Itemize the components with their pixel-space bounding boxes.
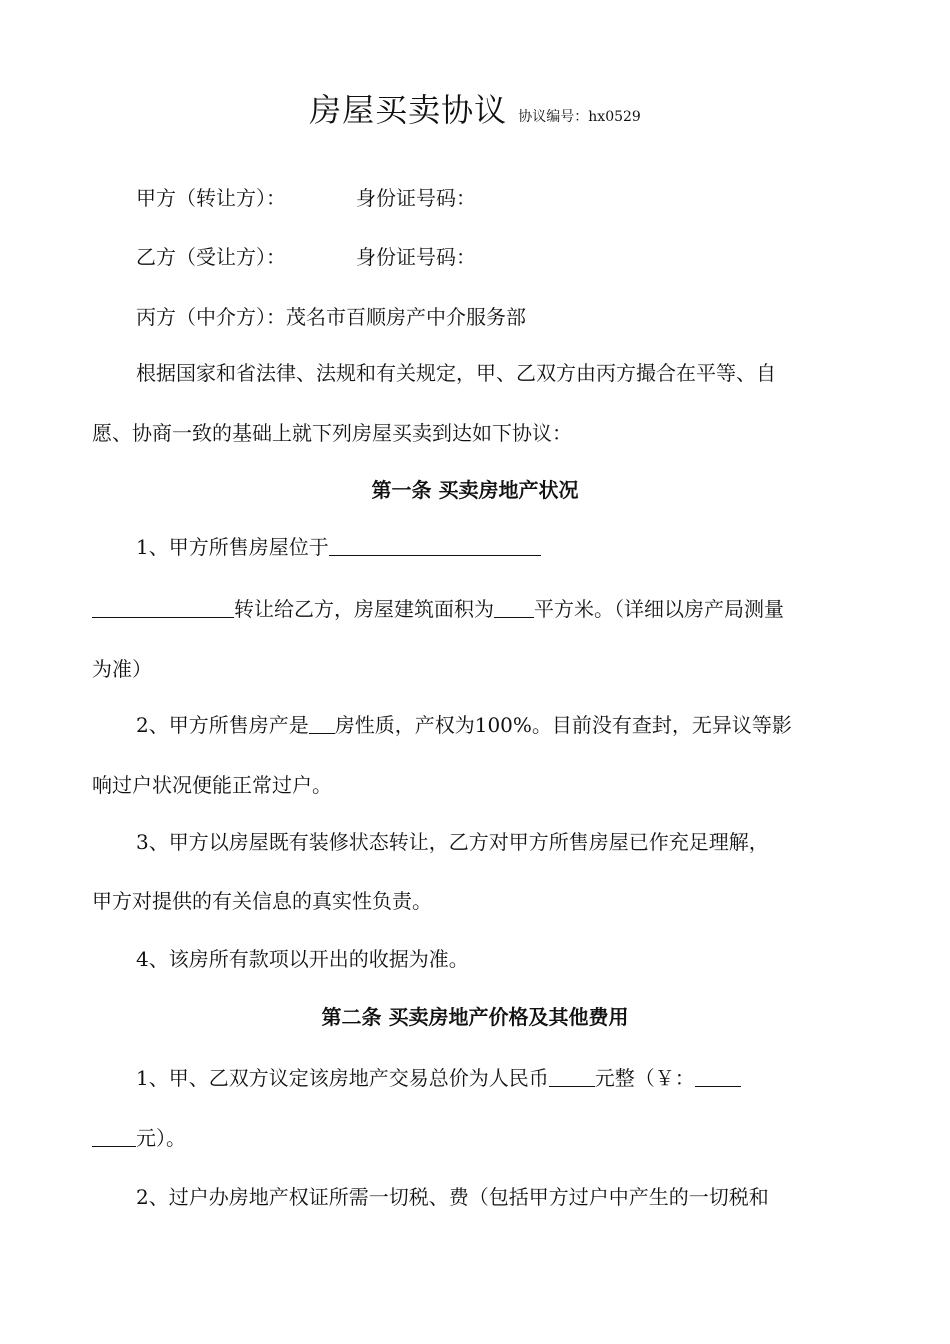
article-1-item-1-line xyxy=(136,533,862,561)
document-title: 房屋买卖协议 xyxy=(309,91,508,129)
article-2-item-1-prefix: 1、甲、乙双方议定该房地产交易总价为人民币 xyxy=(136,1066,549,1090)
property-type-blank xyxy=(309,711,335,734)
party-b-id-label: 身份证号码： xyxy=(356,245,476,269)
article-2-item-1-line-2 xyxy=(92,1124,862,1152)
location-blank-cont xyxy=(92,595,234,618)
article-2-item-1-line xyxy=(136,1064,862,1092)
party-b-line xyxy=(136,243,862,271)
party-c-line xyxy=(136,303,862,331)
article-2-item-2: 2、过户办房地产权证所需一切税、费（包括甲方过户中产生的一切税和 xyxy=(136,1185,769,1209)
article-1-item-1-mid: 转让给乙方，房屋建筑面积为 xyxy=(234,597,494,621)
article-1-item-2-tail: 房性质，产权为100%。目前没有查封，无异议等影 xyxy=(334,713,792,737)
article-1-item-2-prefix: 2、甲方所售房产是 xyxy=(136,713,309,737)
article-2-item-1-mid: 元整（￥： xyxy=(594,1066,695,1090)
party-a-label: 甲方（转让方）： xyxy=(136,186,286,210)
article-1-item-1-tail: 平方米。（详细以房产局测量 xyxy=(534,597,784,621)
price-figures-blank xyxy=(695,1064,741,1087)
party-b-label: 乙方（受让方）： xyxy=(136,245,286,269)
price-figures-blank-cont xyxy=(92,1124,136,1147)
article-1-item-2-line xyxy=(136,711,862,739)
article-1-item-1-prefix: 1、甲方所售房屋位于 xyxy=(136,535,329,559)
price-words-blank xyxy=(549,1064,595,1087)
article-1-heading: 第一条 买卖房地产状况 xyxy=(371,478,579,502)
location-blank xyxy=(329,533,541,556)
party-c-label: 丙方（中介方）： xyxy=(136,305,286,329)
intro-line-1: 根据国家和省法律、法规和有关规定，甲、乙双方由丙方撮合在平等、自 xyxy=(136,361,776,385)
area-blank xyxy=(494,595,534,618)
article-2-item-1-cont: 元）。 xyxy=(136,1126,186,1150)
article-1-item-2-cont: 响过户状况便能正常过户。 xyxy=(92,773,332,797)
agreement-number: 协议编号：hx0529 xyxy=(518,109,641,125)
article-1-item-3-line-1: 3、甲方以房屋既有装修状态转让，乙方对甲方所售房屋已作充足理解， xyxy=(136,830,769,854)
party-a-id-label: 身份证号码： xyxy=(356,186,476,210)
article-1-item-1-cont: 为准） xyxy=(92,657,152,681)
intro-line-2: 愿、协商一致的基础上就下列房屋买卖到达如下协议： xyxy=(92,421,572,445)
article-1-item-1-line-2 xyxy=(92,595,862,623)
article-1-item-4: 4、该房所有款项以开出的收据为准。 xyxy=(136,947,469,971)
party-c-name: 茂名市百顺房产中介服务部 xyxy=(286,305,526,329)
article-1-item-3-line-2: 甲方对提供的有关信息的真实性负责。 xyxy=(92,889,432,913)
article-2-heading: 第二条 买卖房地产价格及其他费用 xyxy=(321,1005,629,1029)
party-a-line xyxy=(136,184,862,212)
title-row xyxy=(0,88,950,132)
